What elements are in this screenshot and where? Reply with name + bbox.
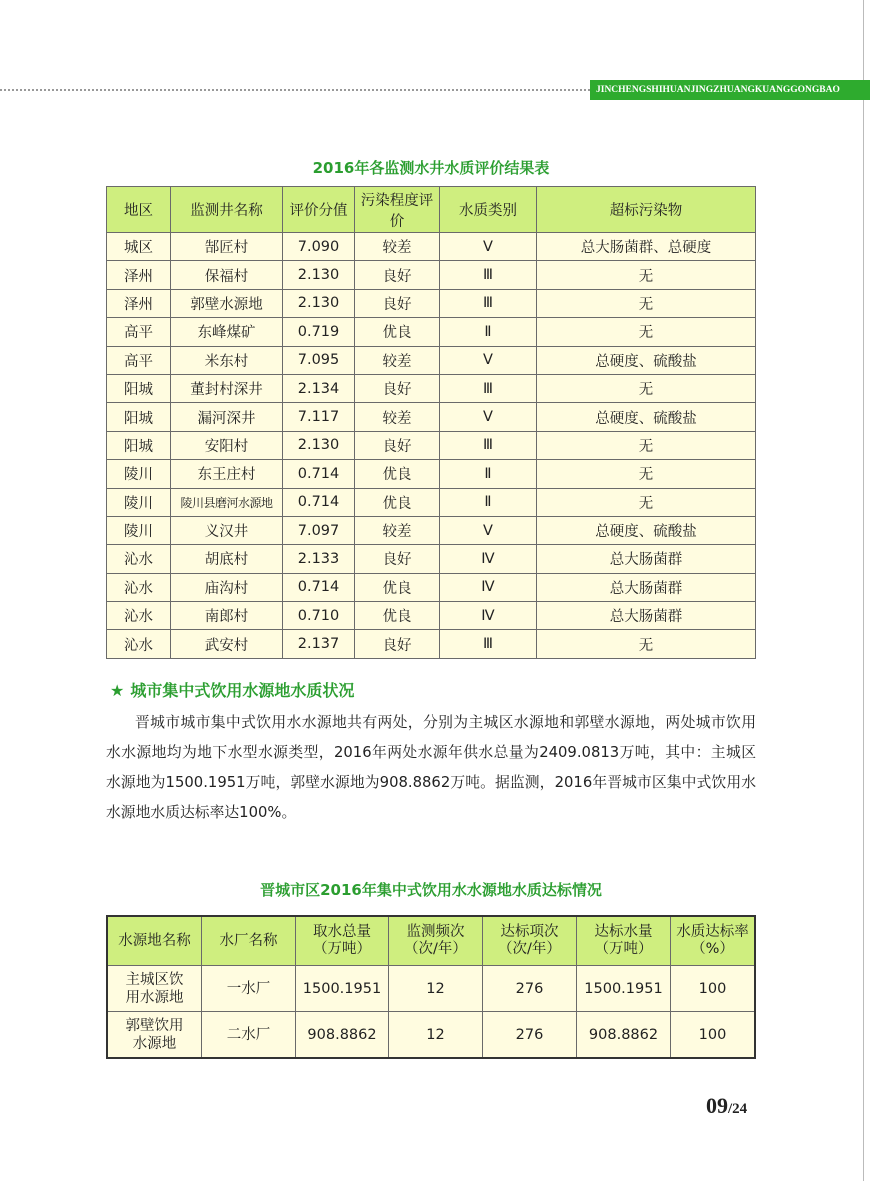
table-row [107,233,756,261]
cell-compliant-volume: 908.8862 [577,1012,671,1059]
cell-water-class: Ⅲ [440,374,537,402]
cell-score: 0.710 [283,602,355,630]
page-current: 09 [706,1093,728,1118]
col-header-exceeding-pollutants: 超标污染物 [537,187,756,233]
table-row [107,374,756,402]
cell-score: 2.133 [283,545,355,573]
col-header-plant-name [202,916,296,966]
cell-line: 郭壁饮用 [125,1017,184,1034]
cell-line: 水源地 [132,1035,177,1052]
cell-well-name: 漏河深井 [171,403,283,431]
cell-score: 2.134 [283,374,355,402]
cell-region: 泽州 [107,261,171,289]
header-line: 达标项次 [500,924,559,940]
cell-region: 陵川 [107,488,171,516]
page-border [863,0,864,1181]
cell-region: 陵川 [107,516,171,544]
cell-intake-total: 1500.1951 [296,966,389,1012]
cell-score: 7.097 [283,516,355,544]
cell-line: 用水源地 [125,989,184,1006]
cell-exceeding-pollutants: 无 [537,488,756,516]
cell-pollution-level: 优良 [355,460,440,488]
cell-well-name: 陵川县磨河水源地 [171,488,283,516]
cell-score: 2.130 [283,261,355,289]
cell-pollution-level: 良好 [355,261,440,289]
table-row [107,289,756,317]
cell-region: 城区 [107,233,171,261]
cell-score: 7.117 [283,403,355,431]
table-row [107,460,756,488]
cell-region: 沁水 [107,630,171,658]
col-header-pollution-level: 污染程度评价 [355,187,440,233]
cell-exceeding-pollutants: 无 [537,374,756,402]
cell-water-class: Ⅳ [440,545,537,573]
cell-water-class: Ⅲ [440,630,537,658]
cell-score: 0.719 [283,318,355,346]
cell-water-class: Ⅲ [440,431,537,459]
table-header-row [107,916,755,966]
col-header-compliant-items [483,916,577,966]
cell-compliant-volume: 1500.1951 [577,966,671,1012]
cell-water-class: Ⅱ [440,460,537,488]
cell-monitor-freq: 12 [389,1012,483,1059]
cell-well-name: 庙沟村 [171,573,283,601]
col-header-region: 地区 [107,187,171,233]
cell-pollution-level: 优良 [355,573,440,601]
col-header-score: 评价分值 [283,187,355,233]
cell-pollution-level: 良好 [355,630,440,658]
table-row [107,966,755,1012]
cell-exceeding-pollutants: 总大肠菌群 [537,573,756,601]
cell-region: 陵川 [107,460,171,488]
cell-score: 0.714 [283,488,355,516]
col-header-compliant-volume [577,916,671,966]
cell-exceeding-pollutants: 无 [537,431,756,459]
table1-title: 2016年各监测水井水质评价结果表 [312,159,550,177]
cell-region: 高平 [107,318,171,346]
cell-region: 沁水 [107,573,171,601]
col-header-water-class: 水质类别 [440,187,537,233]
col-header-monitor-freq [389,916,483,966]
cell-region: 泽州 [107,289,171,317]
cell-region: 阳城 [107,403,171,431]
cell-well-name: 胡底村 [171,545,283,573]
cell-water-class: Ⅳ [440,602,537,630]
table-header-row [107,187,756,233]
table-row [107,346,756,374]
cell-pollution-level: 较差 [355,346,440,374]
header-line: （次/年） [404,941,467,957]
page-total: /24 [728,1101,748,1117]
cell-well-name: 东王庄村 [171,460,283,488]
header-line: 取水总量 [313,924,371,940]
cell-pollution-level: 良好 [355,431,440,459]
cell-compliance-rate: 100 [671,1012,756,1059]
cell-score: 2.130 [283,289,355,317]
table-row [107,1012,755,1059]
cell-water-class: Ⅴ [440,346,537,374]
cell-water-class: Ⅴ [440,516,537,544]
col-header-source-name [107,916,202,966]
table-row [107,261,756,289]
section-heading-text: 城市集中式饮用水源地水质状况 [130,681,355,700]
cell-region: 沁水 [107,545,171,573]
cell-water-class: Ⅳ [440,573,537,601]
cell-source-name [107,1012,202,1059]
cell-water-class: Ⅴ [440,233,537,261]
cell-compliant-items: 276 [483,1012,577,1059]
cell-well-name: 东峰煤矿 [171,318,283,346]
cell-exceeding-pollutants: 无 [537,289,756,317]
cell-compliant-items: 276 [483,966,577,1012]
cell-water-class: Ⅲ [440,289,537,317]
cell-water-class: Ⅴ [440,403,537,431]
table-row [107,602,756,630]
cell-pollution-level: 较差 [355,403,440,431]
cell-plant-name: 一水厂 [202,966,296,1012]
cell-well-name: 武安村 [171,630,283,658]
header-line: 监测频次 [406,924,465,940]
cell-well-name: 米东村 [171,346,283,374]
cell-pollution-level: 优良 [355,318,440,346]
cell-monitor-freq: 12 [389,966,483,1012]
header-line: 水厂名称 [219,932,278,949]
cell-region: 高平 [107,346,171,374]
cell-region: 沁水 [107,602,171,630]
table-row [107,403,756,431]
cell-pollution-level: 较差 [355,516,440,544]
cell-well-name: 南郎村 [171,602,283,630]
cell-pollution-level: 良好 [355,289,440,317]
col-header-intake-total [296,916,389,966]
cell-score: 7.095 [283,346,355,374]
table-row [107,431,756,459]
table-row [107,488,756,516]
cell-exceeding-pollutants: 总硬度、硫酸盐 [537,403,756,431]
col-header-compliance-rate [671,916,756,966]
header-dotted-rule [0,89,590,91]
header-line: （万吨） [313,941,371,957]
header-line: （%） [691,941,734,957]
cell-exceeding-pollutants: 总硬度、硫酸盐 [537,516,756,544]
cell-score: 2.137 [283,630,355,658]
table-row [107,318,756,346]
cell-score: 2.130 [283,431,355,459]
cell-well-name: 安阳村 [171,431,283,459]
cell-region: 阳城 [107,431,171,459]
cell-pollution-level: 优良 [355,602,440,630]
table2-title: 晋城市区2016年集中式饮用水水源地水质达标情况 [260,881,602,899]
cell-compliance-rate: 100 [671,966,756,1012]
cell-source-name [107,966,202,1012]
table-row [107,516,756,544]
cell-exceeding-pollutants: 总大肠菌群 [537,545,756,573]
table-row [107,630,756,658]
cell-exceeding-pollutants: 无 [537,630,756,658]
cell-well-name: 义汉井 [171,516,283,544]
cell-line: 主城区饮 [125,971,184,988]
header-banner: JINCHENGSHIHUANJINGZHUANGKUANGGONGBAO [590,80,870,100]
header-line: （万吨） [594,941,653,957]
header-line: 水质达标率 [676,924,749,940]
cell-exceeding-pollutants: 无 [537,460,756,488]
cell-exceeding-pollutants: 总硬度、硫酸盐 [537,346,756,374]
cell-water-class: Ⅱ [440,318,537,346]
section-heading [110,678,354,701]
cell-pollution-level: 较差 [355,233,440,261]
cell-exceeding-pollutants: 总大肠菌群 [537,602,756,630]
header-line: 达标水量 [594,924,653,940]
cell-pollution-level: 良好 [355,374,440,402]
cell-exceeding-pollutants: 无 [537,318,756,346]
cell-region: 阳城 [107,374,171,402]
header-line: 水源地名称 [118,932,191,949]
cell-well-name: 保福村 [171,261,283,289]
star-icon: ★ [110,681,125,700]
cell-score: 0.714 [283,573,355,601]
cell-water-class: Ⅲ [440,261,537,289]
section-paragraph: 晋城市城市集中式饮用水水源地共有两处，分别为主城区水源地和郭壁水源地，两处城市饮用水水源地均为地下水型水源类型，2016年两处水源年供水总量为2409.0813万吨，其中：主城区水源地为1500.1951万吨，郭壁水源地为908.8862万吨。据监测，2016年晋城市区集中式饮用水水源地水质达标率达100%。 [106,714,756,821]
cell-plant-name: 二水厂 [202,1012,296,1059]
page-number [706,1093,747,1119]
cell-pollution-level: 良好 [355,545,440,573]
cell-exceeding-pollutants: 总大肠菌群、总硬度 [537,233,756,261]
col-header-well-name: 监测井名称 [171,187,283,233]
cell-score: 0.714 [283,460,355,488]
cell-exceeding-pollutants: 无 [537,261,756,289]
header-line: （次/年） [498,941,561,957]
cell-water-class: Ⅱ [440,488,537,516]
cell-pollution-level: 优良 [355,488,440,516]
source-compliance-table [106,915,756,1059]
well-quality-table [106,186,756,659]
cell-well-name: 董封村深井 [171,374,283,402]
cell-well-name: 郜匠村 [171,233,283,261]
cell-intake-total: 908.8862 [296,1012,389,1059]
cell-well-name: 郭壁水源地 [171,289,283,317]
table-row [107,573,756,601]
cell-score: 7.090 [283,233,355,261]
table-row [107,545,756,573]
